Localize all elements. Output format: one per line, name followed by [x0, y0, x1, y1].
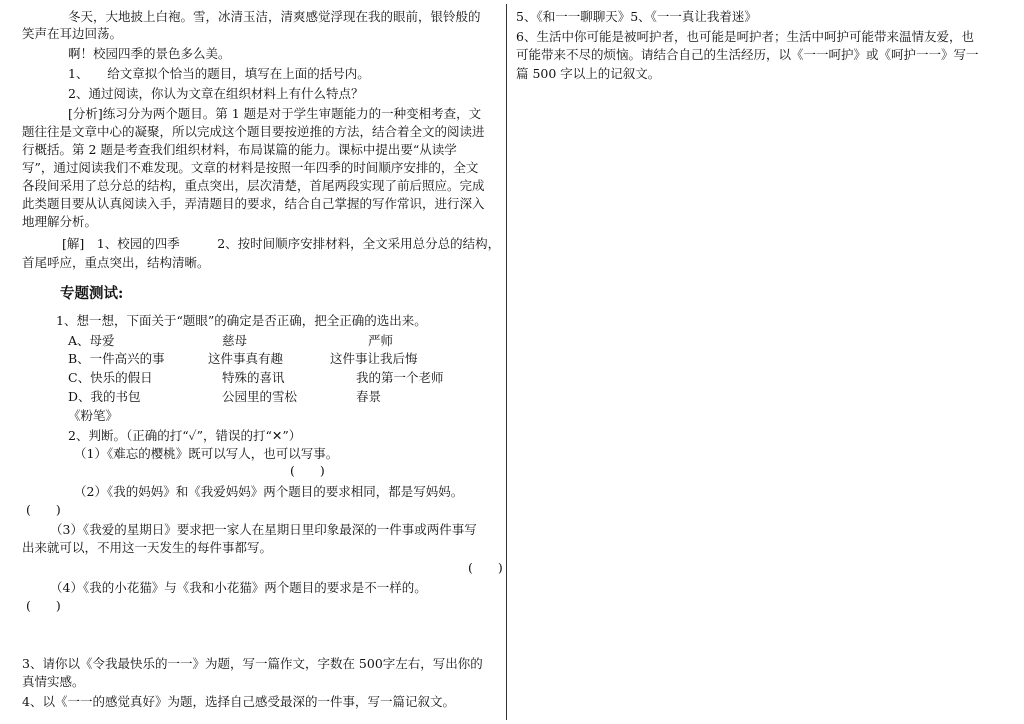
- answer-blank: ( ): [26, 502, 61, 517]
- q6-line: 6、生活中你可能是被呵护者，也可能是呵护者；生活中呵护可能带来温情友爱，也: [516, 29, 974, 44]
- intro-line-2: 笑声在耳边回荡。: [22, 26, 123, 41]
- q2-item: （4）《我的小花猫》与《我和小花猫》两个题目的要求是不一样的。: [50, 580, 427, 595]
- intro-line-1: 冬天，大地披上白袍。雪，冰清玉洁，清爽感觉浮现在我的眼前，银铃般的: [68, 9, 481, 24]
- analysis-line: 行概括。第 2 题是考查我们组织材料，布局谋篇的能力。课标中提出要“从读学: [22, 142, 457, 157]
- q2-item: （3）《我爱的星期日》要求把一家人在星期日里印象最深的一件事或两件事写: [50, 522, 477, 537]
- q2-prompt: 2、判断。（正确的打“✓”，错误的打“✕”）: [68, 428, 302, 443]
- analysis-line: 题往往是文章中心的凝聚，所以完成这个题目要按逆推的方法，结合着全文的阅读进: [22, 124, 485, 139]
- analysis-line: [分析]练习分为两个题目。第 1 题是对于学生审题能力的一种变相考查，文: [68, 106, 482, 121]
- analysis-line: 地理解分析。: [22, 214, 98, 229]
- q1-option: 特殊的喜讯: [222, 370, 285, 385]
- q2-item: （1）《难忘的樱桃》既可以写人，也可以写事。: [74, 446, 339, 461]
- q1-option: 这件事让我后悔: [330, 351, 418, 366]
- answer-blank: ( ): [290, 463, 325, 478]
- q1-option: 公园里的雪松: [222, 389, 298, 404]
- q6-line: 可能带来不尽的烦恼。请结合自己的生活经历，以《一一呵护》或《呵护一一》写一: [516, 47, 979, 62]
- q1-option: B、一件高兴的事: [68, 351, 165, 366]
- q6-line: 篇 500 字以上的记叙文。: [516, 66, 661, 81]
- answer-blank: ( ): [468, 560, 503, 575]
- answer-line: 首尾呼应，重点突出，结构清晰。: [22, 255, 210, 270]
- column-divider: [506, 4, 507, 720]
- q5-line: 5、《和一一聊聊天》5、《一一真让我着迷》: [516, 9, 757, 24]
- q2-item: （2）《我的妈妈》和《我爱妈妈》两个题目的要求相同，都是写妈妈。: [74, 484, 464, 499]
- q1-option: 严师: [368, 333, 394, 348]
- section-title: 专题测试:: [60, 285, 124, 302]
- q1-prompt: 1、想一想，下面关于“题眼”的确定是否正确，把全正确的选出来。: [56, 313, 427, 328]
- q1-option: 春景: [356, 389, 382, 404]
- q2-item: 出来就可以，不用这一天发生的每件事都写。: [22, 540, 273, 555]
- q4-line: 4、以《一一的感觉真好》为题，选择自己感受最深的一件事，写一篇记叙文。: [22, 694, 455, 709]
- q1-option: 我的第一个老师: [356, 370, 444, 385]
- q1-option: 这件事真有趣: [208, 351, 284, 366]
- q1-option: D、我的书包: [68, 389, 141, 404]
- q3-line: 真情实感。: [22, 674, 85, 689]
- q3-line: 3、请你以《令我最快乐的一一》为题，写一篇作文，字数在 500字左右，写出你的: [22, 656, 483, 671]
- analysis-line: 写”，通过阅读我们不难发现。文章的材料是按照一年四季的时间顺序安排的，全文: [22, 160, 479, 175]
- q1-option: C、快乐的假日: [68, 370, 153, 385]
- intro-line-3: 啊！校园四季的景色多么美。: [68, 46, 231, 61]
- q1-option: A、母爱: [68, 333, 115, 348]
- q1-option: 慈母: [222, 333, 248, 348]
- analysis-line: 此类题目要从认真阅读入手，弄清题目的要求，结合自己掌握的写作常识，进行深入: [22, 196, 485, 211]
- answer-blank: ( ): [26, 598, 61, 613]
- answer-line: [解] 1、校园的四季 2、按时间顺序安排材料，全文采用总分总的结构，: [62, 236, 501, 251]
- question-1: 1、 给文章拟个恰当的题目，填写在上面的括号内。: [68, 66, 370, 81]
- q1-option: 《粉笔》: [68, 408, 119, 423]
- question-2: 2、通过阅读，你认为文章在组织材料上有什么特点？: [68, 86, 364, 101]
- analysis-line: 各段间采用了总分总的结构，重点突出，层次清楚，首尾两段实现了前后照应。完成: [22, 178, 485, 193]
